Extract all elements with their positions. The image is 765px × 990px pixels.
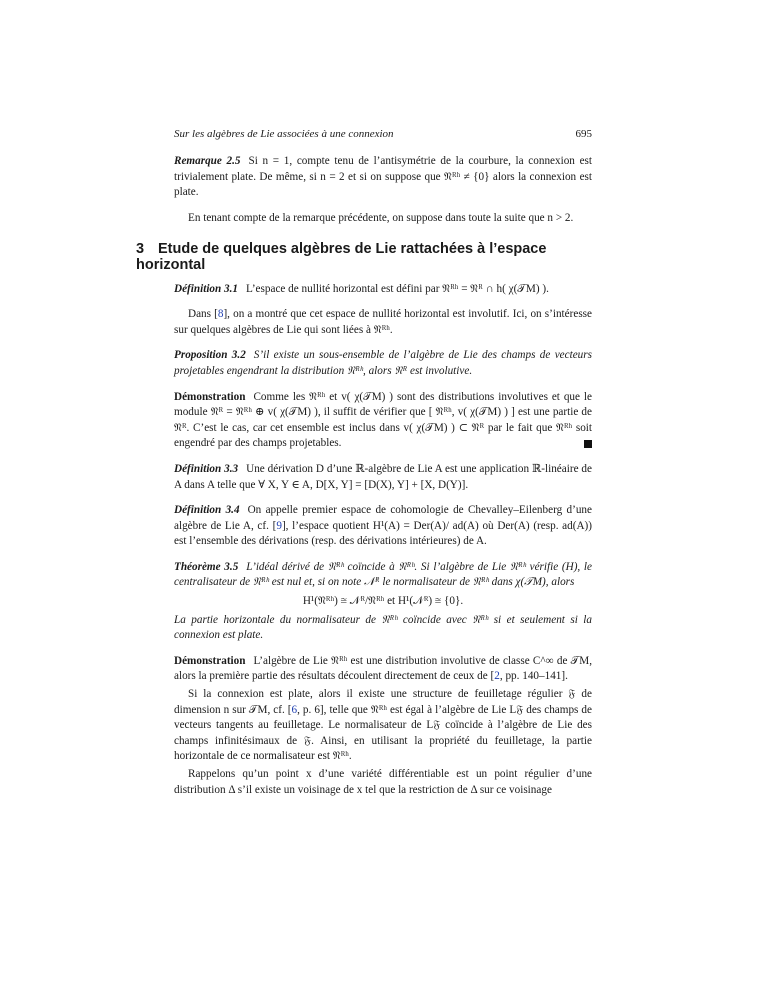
text-segment: ], l’espace quotient H¹(A) = Der(A)/ ad(A) où Der(A) (resp. ad(A)) est l’ensemble des dérivations (resp. des dérivations intérieures) de A. bbox=[174, 519, 592, 548]
demonstration-text: Comme les 𝔑ᴿʰ et v( χ(𝒯M) ) sont des distributions involutives et que le module 𝔑ᴿ = 𝔑ᴿʰ ⊕ v( χ(𝒯M) ), il suffit de vérifier que [ 𝔑ᴿʰ, v( χ(𝒯M) ) ] est une partie de 𝔑ᴿ. C’est le cas, car cet ensemble est inclus dans v( χ(𝒯M) ) ⊂ 𝔑ᴿ par le fait que 𝔑ᴿʰ soit engendré par des champs projetables. bbox=[174, 390, 592, 450]
text-segment: L’algèbre de Lie 𝔑ᴿʰ est une distribution involutive de classe C^∞ de 𝒯M, alors la première partie des résultats découlent directement de ceux de [ bbox=[174, 654, 592, 683]
paragraph-hypothesis: En tenant compte de la remarque précédente, on suppose dans toute la suite que n > 2. bbox=[188, 211, 574, 224]
text-segment: Dans [ bbox=[188, 308, 218, 321]
running-title: Sur les algèbres de Lie associées à une connexion bbox=[174, 128, 394, 140]
text-segment: , pp. 140–141]. bbox=[499, 670, 568, 683]
proposition-text: S’il existe un sous-ensemble de l’algèbre de Lie des champs de vecteurs projetables engendrant la distribution 𝔑ᴿʰ, alors 𝔑ᴿ est involutive. bbox=[174, 349, 592, 377]
theorem-text: L’idéal dérivé de 𝔑ᴿʰ coïncide à 𝔑ᴿʰ. Si l’algèbre de Lie 𝔑ᴿʰ vérifie (H), le centralisateur de 𝔑ᴿʰ est nul et, si on note 𝒩ᴿ le normalisateur de 𝔑ᴿʰ dans χ(𝒯M), alors bbox=[174, 560, 592, 589]
text-segment: , p. 6], telle que 𝔑ᴿʰ est égal à l’algèbre de Lie L𝔉 des champs de vecteurs tangents au feuilletage. Le normalisateur de L𝔉 coïncide à l’algèbre de Lie des champs infinitésimaux de 𝔉. Ainsi, en utilisant la propriété du feuilletage, la partie horizontale de ce normalisateur est 𝔑ᴿʰ. bbox=[174, 703, 592, 763]
theorem-3-5 bbox=[174, 560, 592, 644]
text-segment: On appelle premier espace de cohomologie de Chevalley–Eilenberg d’une algèbre de Lie A, cf. [ bbox=[174, 504, 592, 532]
definition-label: Définition 3.1 bbox=[174, 282, 239, 295]
qed-symbol-icon bbox=[584, 440, 592, 448]
definition-3-1 bbox=[174, 282, 592, 298]
proposition-label: Proposition 3.2 bbox=[174, 349, 246, 362]
demonstration-label: Démonstration bbox=[174, 390, 246, 403]
definition-3-3 bbox=[174, 462, 592, 493]
citation-link[interactable]: 2 bbox=[494, 670, 500, 683]
paragraph-foliation bbox=[174, 687, 592, 765]
page-number: 695 bbox=[575, 128, 592, 140]
text-segment: ], on a montré que cet espace de nullité horizontal est involutif. Ici, on s’intéresse sur quelques algèbres de Lie qui sont liées à 𝔑ᴿʰ. bbox=[174, 308, 592, 336]
proposition-3-2 bbox=[174, 348, 592, 379]
citation-link[interactable]: 9 bbox=[276, 519, 282, 532]
remark-2-5 bbox=[174, 154, 592, 201]
text-segment: Si la connexion est plate, alors il existe une structure de feuilletage régulier 𝔉 de dimension n sur 𝒯M, cf. [ bbox=[174, 688, 592, 716]
theorem-statement bbox=[174, 560, 592, 591]
definition-label: Définition 3.4 bbox=[174, 504, 240, 517]
definition-3-4 bbox=[174, 503, 592, 550]
demonstration-1 bbox=[174, 390, 592, 452]
definition-text: L’espace de nullité horizontal est défini par 𝔑ᴿʰ = 𝔑ᴿ ∩ h( χ(𝒯M) ). bbox=[246, 282, 549, 295]
demonstration-label: Démonstration bbox=[174, 654, 246, 667]
section-number: 3 bbox=[136, 241, 145, 258]
theorem-display-equation: H¹(𝔑ᴿʰ) ≅ 𝒩ᴿ/𝔑ᴿʰ et H¹(𝒩ᴿ) ≅ {0}. bbox=[302, 595, 464, 608]
theorem-text-2: La partie horizontale du normalisateur de 𝔑ᴿʰ coïncide avec 𝔑ᴿʰ si et seulement si la connexion est plate. bbox=[174, 613, 592, 642]
paragraph-involutive bbox=[174, 307, 592, 338]
theorem-label: Théorème 3.5 bbox=[174, 560, 239, 573]
demonstration-2 bbox=[174, 654, 592, 685]
running-header bbox=[174, 128, 592, 140]
remark-text: Si n = 1, compte tenu de l’antisymétrie de la courbure, la connexion est trivialement plate. De même, si n = 2 et si on suppose que 𝔑ᴿʰ ≠ {0} alors la connexion est plate. bbox=[174, 155, 593, 199]
citation-link[interactable]: 6 bbox=[291, 703, 298, 716]
definition-label: Définition 3.3 bbox=[174, 462, 239, 475]
page-body bbox=[136, 154, 593, 798]
citation-link[interactable]: 8 bbox=[217, 308, 224, 321]
paragraph-regular-point: Rappelons qu’un point x d’une variété différentiable est un point régulier d’une distribution Δ s’il existe un voisinage de x tel que la restriction de Δ sur ce voisinage bbox=[174, 768, 592, 796]
section-title-text: Etude de quelques algèbres de Lie rattachées à l’espace horizontal bbox=[136, 241, 547, 273]
remark-label: Remarque 2.5 bbox=[174, 155, 241, 167]
definition-text: Une dérivation D d’une ℝ-algèbre de Lie A est une application ℝ-linéaire de A dans A telle que ∀ X, Y ∈ A, D[X, Y] = [D(X), Y] + [X, D(Y)]. bbox=[174, 462, 592, 491]
section-heading bbox=[136, 242, 592, 273]
